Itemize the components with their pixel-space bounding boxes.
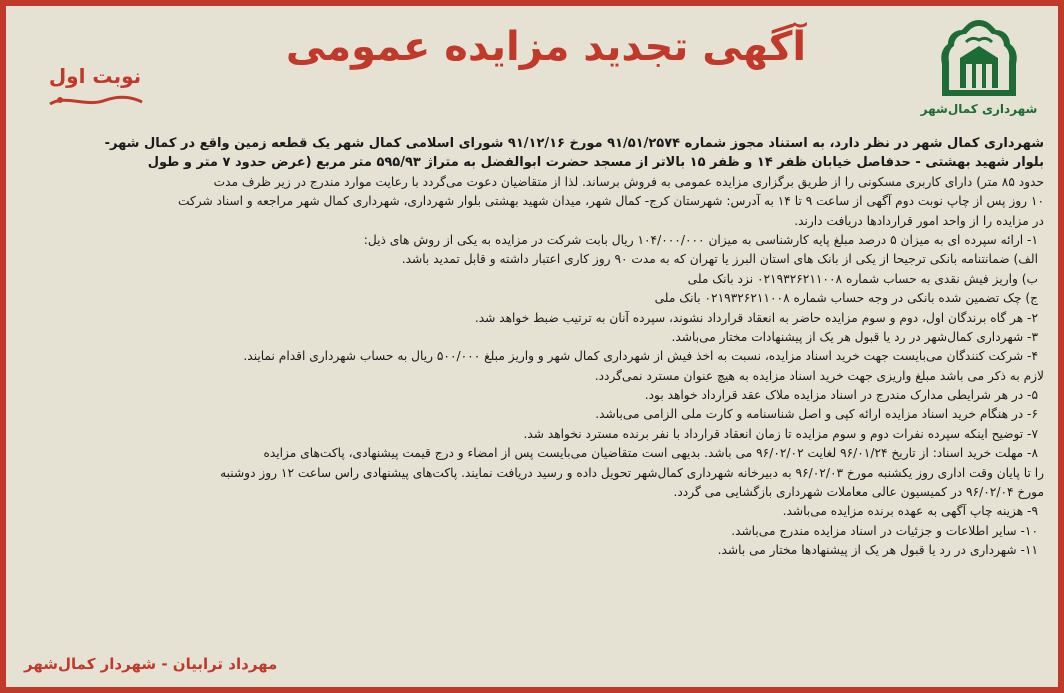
body-line: ب) واریز فیش نقدی به حساب شماره ۰۲۱۹۳۲۶۲۱۱۰۰۸ نزد بانک ملی [687,271,1038,286]
body-line: لازم به ذکر می باشد مبلغ واریزی جهت خرید اسناد مزایده به هیچ عنوان مسترد نمی‌گردد. [594,368,1044,383]
body-line: ج) چک تضمین شده بانکی در وجه حساب شماره ۰۲۱۹۳۲۶۲۱۱۰۰۸ بانک ملی [654,291,1038,306]
body-line: ۱- ارائه سپرده ای به میزان ۵ درصد مبلغ پایه کارشناسی به میزان ۱۰۴/۰۰۰/۰۰۰ ریال بابت شرکت در مزایده به یکی از روش های ذیل: [363,232,1038,247]
signature: مهرداد ترابیان - شهردار کمال‌شهر [24,655,278,673]
body-line: ۲- هر گاه برندگان اول، دوم و سوم مزایده حاضر به انعقاد قرارداد نشوند، سپرده آنان به ترتیب ضبط خواهد شد. [474,310,1038,325]
body-line: ۱۱- شهرداری در رد یا قبول هر یک از پیشنهادها مختار می باشد. [717,543,1038,558]
body-line: ۴- شرکت کنندگان می‌بایست جهت خرید اسناد مزایده، نسبت به اخذ فیش از شهرداری کمال شهر و واریز مبلغ ۵۰۰/۰۰۰ ریال به حساب شهرداری اقدام نمایند. [243,349,1038,364]
body-line: ۷- توضیح اینکه سپرده نفرات دوم و سوم مزایده تا زمان انعقاد قرارداد با نفر برنده مسترد نخواهد شد. [523,426,1038,441]
body-line: را تا پایان وقت اداری روز یکشنبه مورخ ۹۶/۰۲/۰۳ به دبیرخانه شهرداری کمال‌شهر تحویل داده و رسید دریافت نمایند. پاکت‌های پیشنهادی راس ساعت ۱۲ روز دوشنبه [220,465,1044,480]
body-line: ۱۰- سایر اطلاعات و جزئیات در اسناد مزایده مندرج می‌باشد. [731,523,1038,538]
body-line: ۸- مهلت خرید اسناد: از تاریخ ۹۶/۰۱/۲۴ لغایت ۹۶/۰۲/۰۲ می باشد. بدیهی است متقاضیان می‌بایست پس از امضاء و درج قیمت پیشنهادی، پاکت‌های مزایده [263,446,1038,461]
body-line: ۳- شهرداری کمال‌شهر در رد یا قبول هر یک از پیشنهادات مختار می‌باشد. [671,329,1038,344]
body-line: الف) ضمانتنامه بانکی ترجیحا از یکی از بانک های استان البرز یا تهران که به مدت ۹۰ روز کاری اعتبار داشته و قابل تمدید باشد. [401,252,1038,267]
body-line: ۶- در هنگام خرید اسناد مزایده ارائه کپی و اصل شناسنامه و کارت ملی الزامی می‌باشد. [595,407,1038,422]
round-label: نوبت اول [48,64,142,88]
body-line: مورخ ۹۶/۰۲/۰۴ در کمیسیون عالی معاملات شهرداری بازگشایی می گردد. [673,485,1044,500]
org-name: شهرداری کمال‌شهر [920,102,1038,116]
body-line: در مزایده را از واحد امور قراردادها دریافت دارند. [794,213,1044,228]
municipality-emblem-icon [936,16,1022,102]
body-line: بلوار شهید بهشتی - حدفاصل خیابان ظفر ۱۴ و ظفر ۱۵ بالاتر از مسجد حضرت ابوالفضل به متراژ ۵۹۵/۹۳ متر مربع (عرض حدود ۷ متر و طول [147,155,1044,171]
body-line: ۹- هزینه چاپ آگهی به عهده برنده مزایده می‌باشد. [782,504,1038,519]
round-underline-decoration [46,92,146,110]
page-title: آگهی تجدید مزایده عمومی [285,24,807,70]
body-line: شهرداری کمال شهر در نظر دارد، به استناد مجوز شماره ۹۱/۵۱/۲۵۷۴ مورخ ۹۱/۱۲/۱۶ شورای اسلامی کمال شهر یک قطعه زمین واقع در کمال شهر- [104,136,1044,151]
body-line: ۵- در هر شرایطی مدارک مندرج در اسناد مزایده ملاک عقد قرارداد خواهد بود. [644,388,1038,403]
ad-body [18,134,1044,561]
municipality-logo [914,16,1044,128]
body-line: ۱۰ روز پس از چاپ نوبت دوم آگهی از ساعت ۹ تا ۱۴ به آدرس: شهرستان کرج- کمال شهر، میدان شهید بهشتی بلوار شهرداری، شهرداری کمال شهر مراجعه و اسناد شرکت [177,194,1044,209]
body-line: حدود ۸۵ متر) دارای کاربری مسکونی را از طریق برگزاری مزایده عمومی به فروش برساند. لذا از متقاضیان دعوت می‌گردد با رعایت موارد مندرج در زیر ظرف مدت [213,174,1044,189]
